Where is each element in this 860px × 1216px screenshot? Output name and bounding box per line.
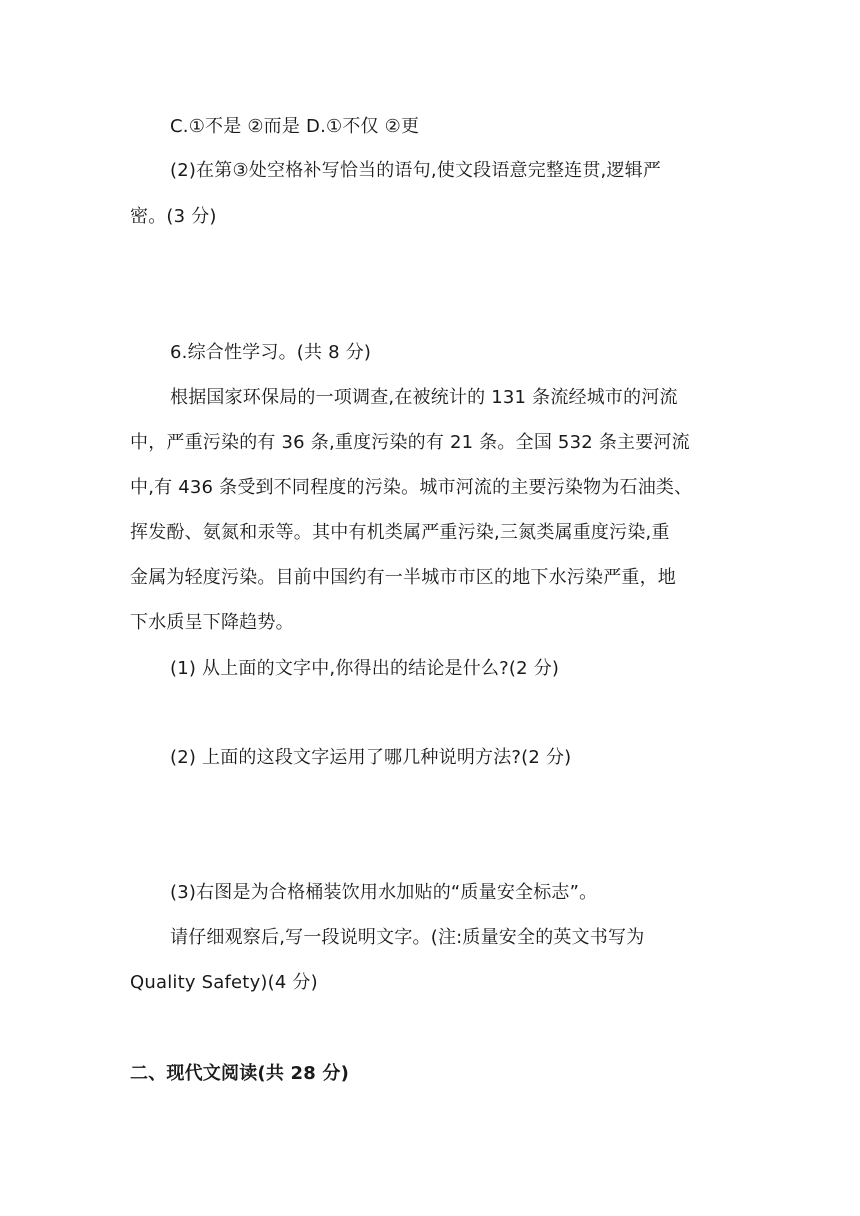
section-heading-modern-reading: 二、现代文阅读(共 28 分) [130, 1063, 350, 1084]
section-6-title: 6.综合性学习。(共 8 分) [170, 342, 372, 363]
paragraph-line: 金属为轻度污染。目前中国约有一半城市市区的地下水污染严重，地 [130, 567, 676, 588]
paragraph-line: 下水质呈下降趋势。 [130, 612, 294, 633]
question-6-3-line-2: 请仔细观察后,写一段说明文字。(注:质量安全的英文书写为 [170, 927, 645, 948]
paragraph-line: 中,有 436 条受到不同程度的污染。城市河流的主要污染物为石油类、 [130, 477, 693, 498]
paragraph-line: 根据国家环保局的一项调查,在被统计的 131 条流经城市的河流 [170, 387, 678, 408]
paragraph-line: 挥发酚、氨氮和汞等。其中有机类属严重污染,三氮类属重度污染,重 [130, 522, 670, 543]
question-2-line-2: 密。(3 分) [130, 206, 217, 227]
question-6-3-line-1: (3)右图是为合格桶装饮用水加贴的“质量安全标志”。 [170, 882, 598, 903]
question-6-2: (2) 上面的这段文字运用了哪几种说明方法?(2 分) [170, 747, 572, 768]
question-6-1: (1) 从上面的文字中,你得出的结论是什么?(2 分) [170, 658, 560, 679]
question-2-line-1: (2)在第③处空格补写恰当的语句,使文段语意完整连贯,逻辑严 [170, 160, 662, 181]
question-6-3-line-3: Quality Safety)(4 分) [130, 972, 318, 993]
paragraph-line: 中，严重污染的有 36 条,重度污染的有 21 条。全国 532 条主要河流 [130, 432, 690, 453]
options-c-d: C.①不是 ②而是 D.①不仅 ②更 [170, 116, 420, 137]
